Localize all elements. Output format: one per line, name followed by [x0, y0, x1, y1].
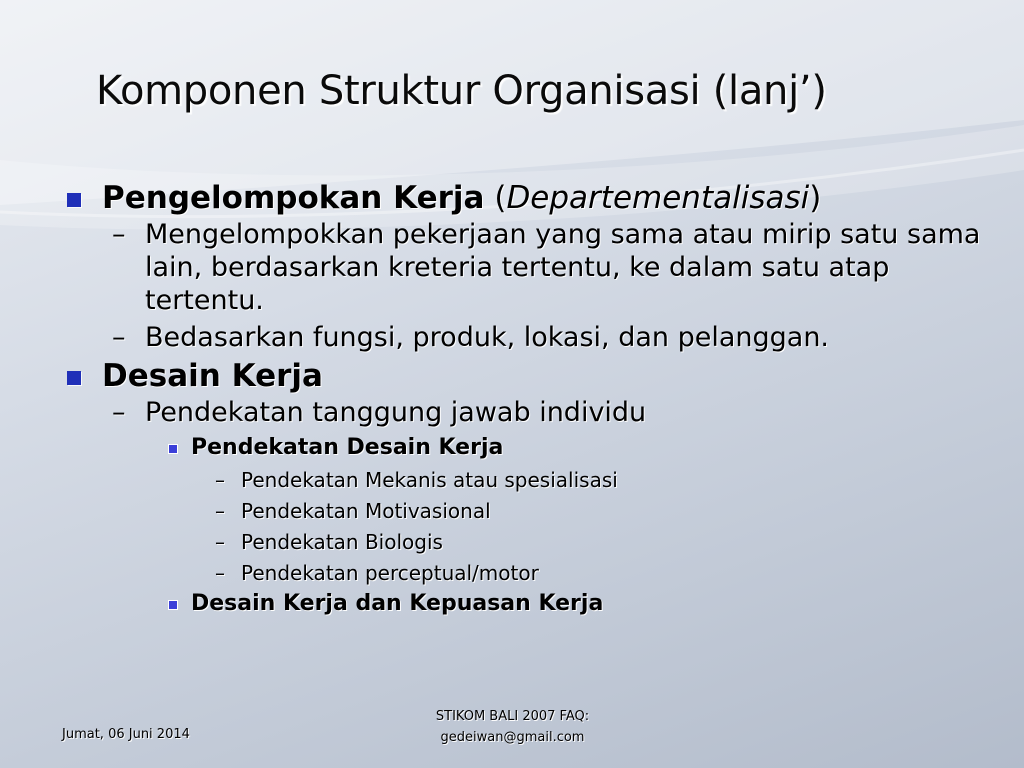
paren-open: ( — [484, 180, 507, 216]
level3-label: Desain Kerja dan Kepuasan Kerja — [191, 591, 604, 616]
bullet-item-desain-kerja — [60, 358, 990, 394]
level3-item — [60, 433, 990, 463]
footer-center-line2: gedeiwan@gmail.com — [440, 730, 585, 745]
small-square-bullet-icon — [168, 444, 178, 454]
square-bullet-icon — [67, 371, 81, 385]
dash-bullet: – — [215, 561, 225, 585]
slide-title: Komponen Struktur Organisasi (lanj’) — [96, 68, 827, 114]
footer-center — [380, 706, 645, 748]
dash-bullet: – — [215, 468, 225, 492]
footer-date: Jumat, 06 Juni 2014 — [62, 727, 190, 742]
bullet-label-italic: Departementalisasi — [506, 180, 810, 216]
level4-text: Pendekatan Mekanis atau spesialisasi — [241, 468, 618, 492]
slide-content — [60, 180, 990, 621]
footer-center-line1: STIKOM BALI 2007 FAQ: — [435, 709, 590, 724]
sub-item-text: Bedasarkan fungsi, produk, lokasi, dan pelanggan. — [145, 322, 830, 353]
dash-bullet: – — [112, 397, 126, 428]
sub-item-text: Mengelompokkan pekerjaan yang sama atau mirip satu sama lain, berdasarkan kreteria tertentu, ke dalam satu atap tertentu. — [145, 219, 981, 316]
sub-item-text: Pendekatan tanggung jawab individu — [145, 397, 647, 428]
level4-text: Pendekatan perceptual/motor — [241, 561, 539, 585]
paren-close: ) — [809, 180, 822, 216]
level4-item — [60, 558, 990, 588]
sub-item — [60, 218, 990, 317]
level3-label: Pendekatan Desain Kerja — [191, 435, 504, 460]
level4-text: Pendekatan Motivasional — [241, 499, 491, 523]
sub-item — [60, 321, 990, 354]
level4-item — [60, 465, 990, 495]
square-bullet-icon — [67, 193, 81, 207]
bullet-label-bold: Desain Kerja — [102, 358, 323, 394]
level4-item — [60, 527, 990, 557]
dash-bullet: – — [112, 322, 126, 353]
level3-item — [60, 589, 990, 619]
dash-bullet: – — [215, 499, 225, 523]
sub-item — [60, 396, 990, 429]
dash-bullet: – — [112, 219, 126, 250]
level4-text: Pendekatan Biologis — [241, 530, 443, 554]
dash-bullet: – — [215, 530, 225, 554]
level4-item — [60, 496, 990, 526]
bullet-item-pengelompokan — [60, 180, 990, 216]
small-square-bullet-icon — [168, 600, 178, 610]
bullet-label-bold: Pengelompokan Kerja — [102, 180, 485, 216]
